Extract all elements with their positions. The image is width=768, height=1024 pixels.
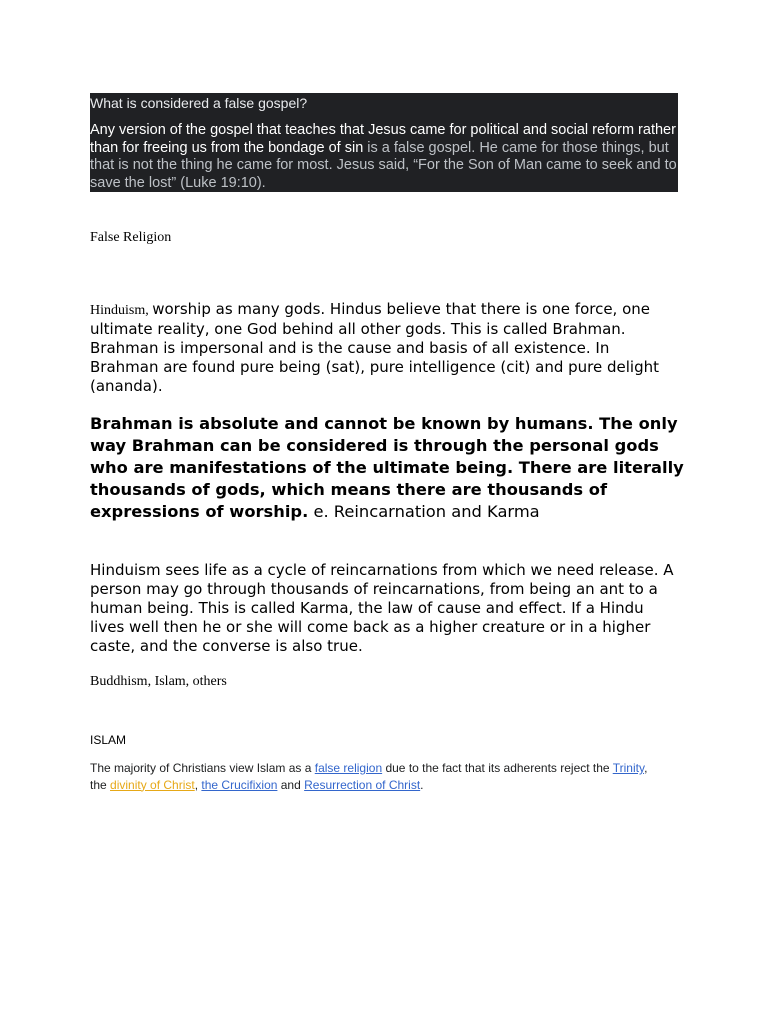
resurrection-of-christ-link[interactable]: Resurrection of Christ: [304, 777, 421, 792]
gospel-answer-rest: is a false gospel. He came for those things, but that is not the thing he came for most. Jesus said, “For the Son of Man came to seek and to save the lost” (Luke 19:10).: [90, 139, 677, 191]
gospel-answer-emphasis: Any version of the gospel that teaches that Jesus came for political and social reform rather than for freeing us from the bondage of sin: [90, 122, 676, 156]
brahman-tail-text: e. Reincarnation and Karma: [308, 502, 540, 521]
crucifixion-link[interactable]: the Crucifixion: [201, 777, 278, 792]
brahman-paragraph: [90, 413, 690, 523]
gospel-answer-box: [90, 93, 678, 192]
divinity-of-christ-link[interactable]: divinity of Christ: [110, 777, 195, 792]
gospel-question: What is considered a false gospel?: [90, 95, 308, 111]
other-religions-heading: Buddhism, Islam, others: [90, 674, 227, 689]
false-religion-link[interactable]: false religion: [314, 761, 383, 775]
islam-text-2: due to the fact that its adherents reject the: [382, 761, 613, 775]
islam-text-3: , the: [90, 761, 648, 792]
islam-paragraph: [90, 760, 660, 793]
gospel-answer: [90, 122, 678, 192]
islam-text-6: .: [420, 777, 424, 792]
karma-paragraph: Hinduism sees life as a cycle of reincarnations from which we need release. A person may go through thousands of reincarnations, from being an ant to a human being. This is called Karma, the law of cause and effect. If a Hindu lives well then he or she will come back as a higher creature or in a higher caste, and the converse is also true.: [90, 561, 674, 655]
islam-text-1: The majority of Christians view Islam as a: [90, 761, 315, 775]
trinity-link[interactable]: Trinity: [612, 761, 645, 775]
islam-text-4: ,: [194, 777, 202, 792]
false-religion-heading: False Religion: [90, 230, 172, 245]
hinduism-text: worship as many gods. Hindus believe that there is one force, one ultimate reality, one God behind all other gods. This is called Brahman. Brahman is impersonal and is the cause and basis of all existence. In Brahman are found pure being (sat), pure intelligence (cit) and pure delight (ananda).: [90, 300, 659, 395]
hinduism-lead: Hinduism,: [90, 303, 153, 318]
islam-heading: ISLAM: [90, 733, 127, 747]
brahman-bold-text: Brahman is absolute and cannot be known by humans. The only way Brahman can be considered is through the personal gods who are manifestations of the ultimate being. There are literally thousands of gods, which means there are thousands of expressions of worship.: [90, 414, 684, 521]
hinduism-paragraph: [90, 300, 680, 396]
islam-text-5: and: [277, 777, 305, 792]
